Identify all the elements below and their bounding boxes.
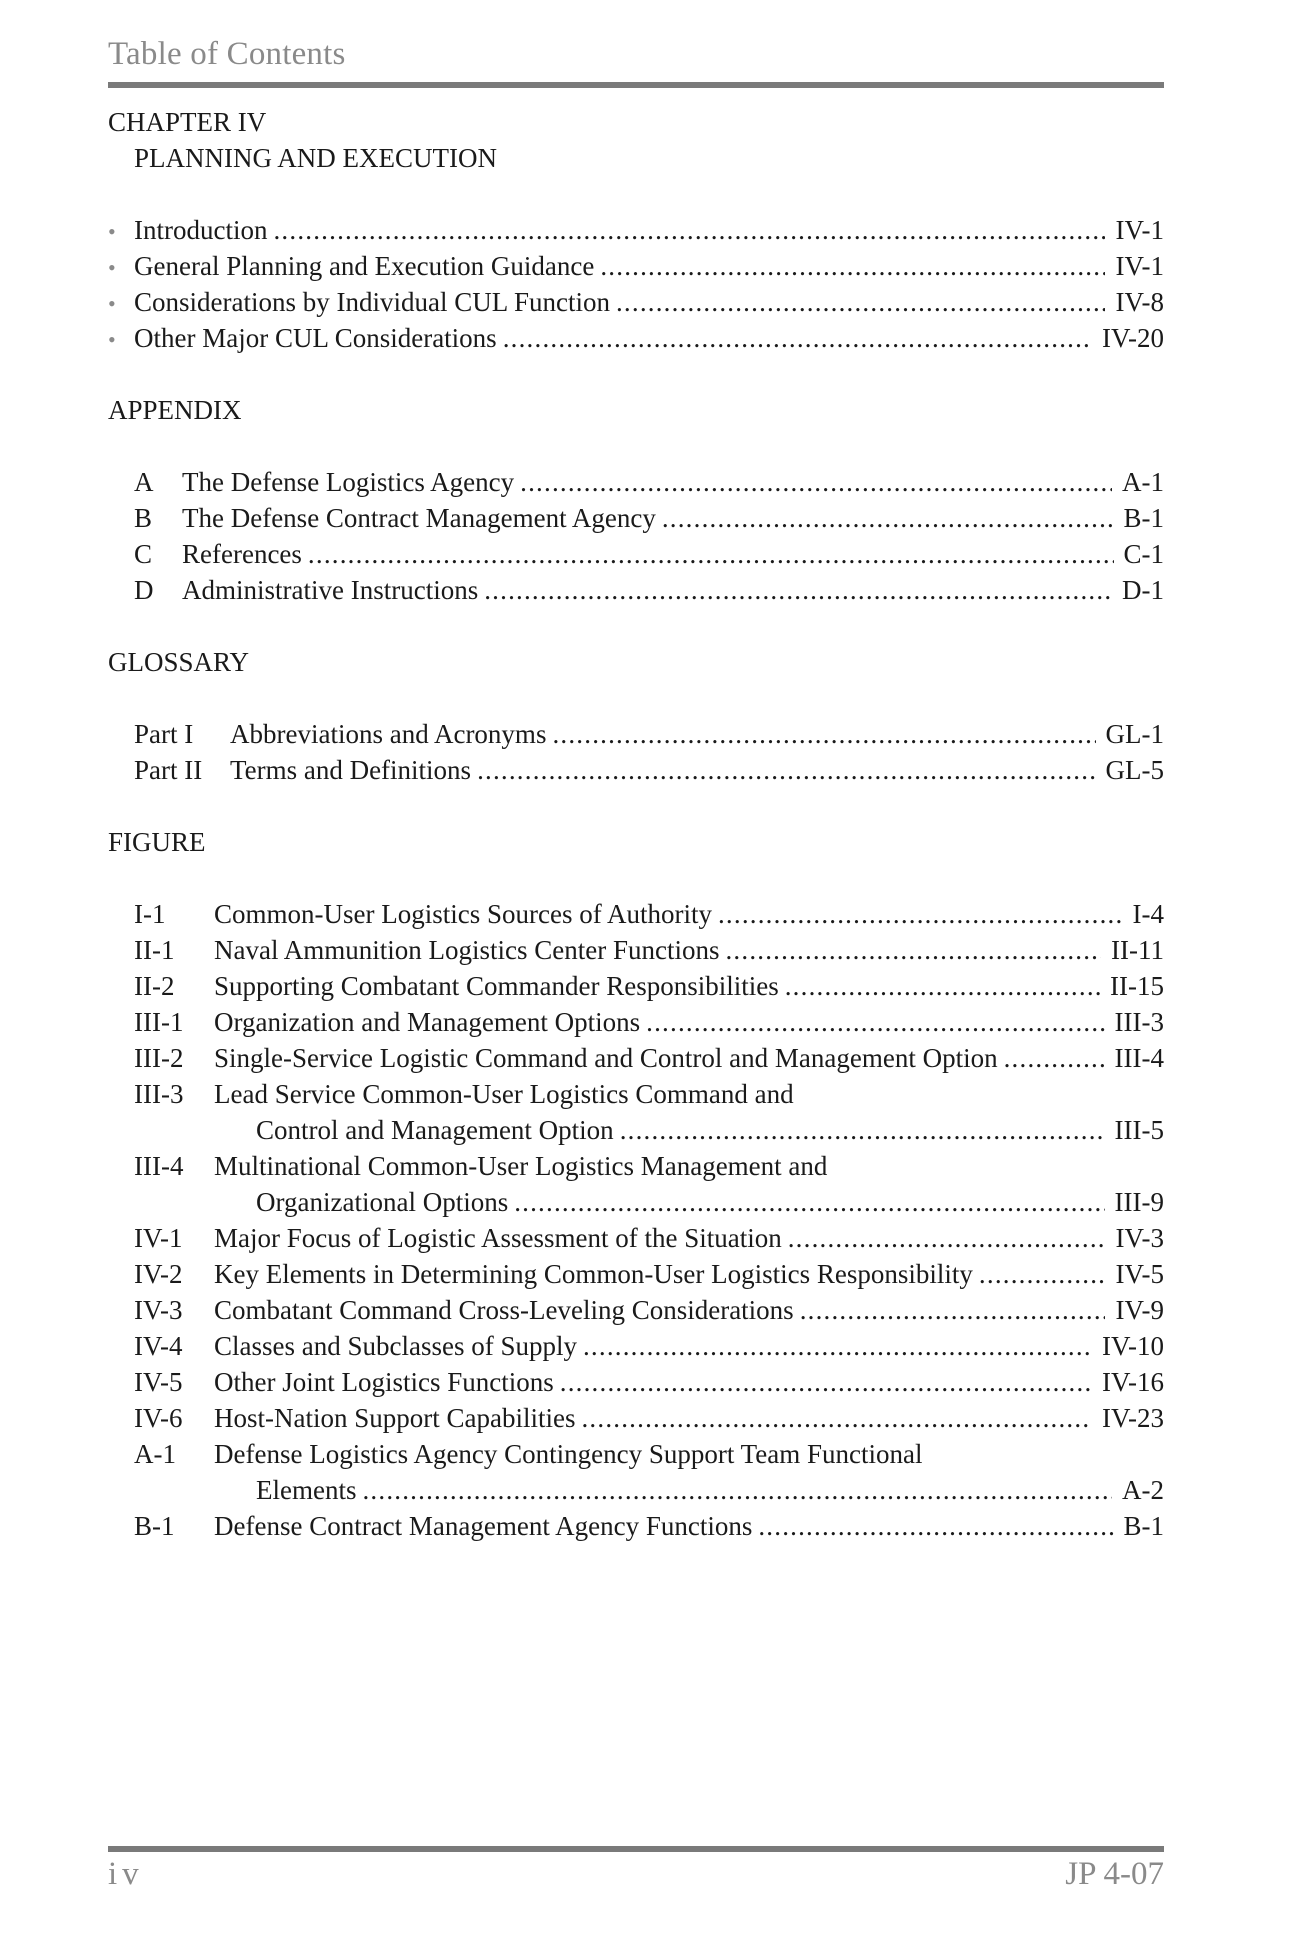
bullet-icon: •: [108, 255, 116, 280]
entry-page: A-1: [1122, 467, 1164, 497]
entry-page: II-15: [1110, 971, 1164, 1001]
glossary-part: Part II: [134, 755, 203, 785]
document-page: [108, 0, 1164, 1944]
figure-number: III-1: [134, 1007, 184, 1037]
bullet-icon: •: [108, 327, 116, 352]
entry-label: Defense Contract Management Agency Functions: [214, 1511, 753, 1541]
toc-entry-continuation[interactable]: [108, 1112, 1164, 1148]
entry-label: Lead Service Common-User Logistics Command and: [214, 1079, 794, 1109]
figure-number: IV-2: [134, 1259, 183, 1289]
entry-label: Introduction: [134, 215, 268, 245]
toc-entry[interactable]: [108, 1256, 1164, 1292]
figure-number: I-1: [134, 899, 166, 929]
toc-entry[interactable]: [108, 1508, 1164, 1544]
spacer: [108, 680, 1164, 716]
dot-leader: [477, 752, 1095, 788]
entry-label: Administrative Instructions: [182, 575, 479, 605]
entry-page: IV-3: [1115, 1223, 1164, 1253]
figure-number: B-1: [134, 1511, 175, 1541]
entry-label: Abbreviations and Acronyms: [230, 719, 547, 749]
entry-page: III-3: [1114, 1007, 1164, 1037]
entry-label: Multinational Common-User Logistics Management and: [214, 1151, 828, 1181]
entry-page: B-1: [1123, 503, 1164, 533]
toc-entry[interactable]: [108, 1328, 1164, 1364]
entry-label: Other Joint Logistics Functions: [214, 1367, 554, 1397]
dot-leader: [718, 896, 1123, 932]
dot-leader: [620, 1112, 1105, 1148]
toc-entry[interactable]: [108, 968, 1164, 1004]
figure-number: A-1: [134, 1439, 176, 1469]
entry-page: D-1: [1122, 575, 1164, 605]
entry-page: IV-5: [1115, 1259, 1164, 1289]
dot-leader: [725, 932, 1101, 968]
chapter-subtitle: PLANNING AND EXECUTION: [134, 143, 497, 173]
dot-leader: [979, 1256, 1106, 1292]
chapter-entries: [108, 212, 1164, 356]
entry-label: Major Focus of Logistic Assessment of the Situation: [214, 1223, 782, 1253]
toc-entry[interactable]: [108, 464, 1164, 500]
entry-page: II-11: [1111, 935, 1164, 965]
figure-number: III-4: [134, 1151, 184, 1181]
entry-label-continuation: Organizational Options: [256, 1187, 509, 1217]
appendix-letter: B: [134, 503, 153, 533]
dot-leader: [503, 320, 1092, 356]
toc-entry[interactable]: [108, 932, 1164, 968]
toc-entry[interactable]: [108, 1220, 1164, 1256]
entry-label: Organization and Management Options: [214, 1007, 641, 1037]
entry-page: I-4: [1132, 899, 1164, 929]
entry-page: III-5: [1114, 1115, 1164, 1145]
dot-leader: [552, 716, 1095, 752]
entry-page: IV-1: [1115, 251, 1164, 281]
figure-number: IV-1: [134, 1223, 183, 1253]
entry-label-continuation: Elements: [256, 1475, 357, 1505]
figure-entries: [108, 896, 1164, 1544]
dot-leader: [581, 1400, 1092, 1436]
dot-leader: [600, 248, 1105, 284]
bullet-icon: •: [108, 219, 116, 244]
dot-leader: [560, 1364, 1092, 1400]
toc-entry-continuation[interactable]: [108, 1184, 1164, 1220]
dot-leader: [616, 284, 1106, 320]
appendix-entries: [108, 464, 1164, 608]
header-rule: [108, 82, 1164, 88]
entry-label: Single-Service Logistic Command and Control and Management Option: [214, 1043, 998, 1073]
dot-leader: [583, 1328, 1092, 1364]
entry-label: Classes and Subclasses of Supply: [214, 1331, 577, 1361]
entry-label: The Defense Contract Management Agency: [182, 503, 656, 533]
toc-entry[interactable]: [108, 1148, 1164, 1184]
figure-number: IV-6: [134, 1403, 183, 1433]
entry-page: GL-5: [1105, 755, 1164, 785]
figure-number: IV-5: [134, 1367, 183, 1397]
footer-rule: [108, 1846, 1164, 1852]
dot-leader: [646, 1004, 1104, 1040]
entry-label: Terms and Definitions: [230, 755, 472, 785]
spacer: [108, 176, 1164, 212]
entry-page: IV-16: [1101, 1367, 1164, 1397]
toc-entry[interactable]: [108, 1292, 1164, 1328]
toc-entry[interactable]: [108, 500, 1164, 536]
appendix-title: APPENDIX: [108, 395, 242, 425]
toc-entry[interactable]: [108, 716, 1164, 752]
spacer: [108, 608, 1164, 644]
footer-publication: JP 4-07: [1065, 1856, 1164, 1892]
toc-entry[interactable]: [108, 284, 1164, 320]
bullet-icon: •: [108, 291, 116, 316]
entry-label-continuation: Control and Management Option: [256, 1115, 614, 1145]
figure-number: III-2: [134, 1043, 184, 1073]
dot-leader: [484, 572, 1112, 608]
toc-entry[interactable]: [108, 1004, 1164, 1040]
entry-label: General Planning and Execution Guidance: [134, 251, 595, 281]
glossary-title: GLOSSARY: [108, 647, 250, 677]
dot-leader: [362, 1472, 1112, 1508]
appendix-letter: C: [134, 539, 153, 569]
entry-page: B-1: [1123, 1511, 1164, 1541]
running-head: Table of Contents: [108, 36, 346, 72]
entry-label: Common-User Logistics Sources of Authority: [214, 899, 712, 929]
entry-label: Defense Logistics Agency Contingency Support Team Functional: [214, 1439, 923, 1469]
dot-leader: [785, 968, 1100, 1004]
figure-number: III-3: [134, 1079, 184, 1109]
entry-label: References: [182, 539, 302, 569]
dot-leader: [1004, 1040, 1105, 1076]
appendix-letter: A: [134, 467, 154, 497]
entry-page: IV-20: [1101, 323, 1164, 353]
toc-content: [108, 104, 1164, 1544]
figure-number: II-1: [134, 935, 175, 965]
entry-page: IV-9: [1115, 1295, 1164, 1325]
toc-entry[interactable]: [108, 248, 1164, 284]
toc-entry[interactable]: [108, 1364, 1164, 1400]
toc-entry[interactable]: [108, 212, 1164, 248]
entry-label: Combatant Command Cross-Leveling Considerations: [214, 1295, 794, 1325]
spacer: [108, 428, 1164, 464]
toc-entry[interactable]: [108, 752, 1164, 788]
figure-number: IV-3: [134, 1295, 183, 1325]
toc-entry[interactable]: [108, 1040, 1164, 1076]
dot-leader: [520, 464, 1112, 500]
dot-leader: [308, 536, 1114, 572]
dot-leader: [273, 212, 1105, 248]
footer-page-number: iv: [108, 1856, 144, 1892]
spacer: [108, 356, 1164, 392]
toc-entry[interactable]: [108, 320, 1164, 356]
entry-page: A-2: [1122, 1475, 1164, 1505]
entry-label: Host-Nation Support Capabilities: [214, 1403, 576, 1433]
spacer: [108, 860, 1164, 896]
dot-leader: [758, 1508, 1113, 1544]
dot-leader: [514, 1184, 1104, 1220]
toc-entry[interactable]: [108, 1076, 1164, 1112]
entry-page: III-9: [1114, 1187, 1164, 1217]
toc-entry[interactable]: [108, 896, 1164, 932]
entry-page: IV-1: [1115, 215, 1164, 245]
appendix-letter: D: [134, 575, 154, 605]
entry-page: IV-8: [1115, 287, 1164, 317]
entry-label: Key Elements in Determining Common-User Logistics Responsibility: [214, 1259, 973, 1289]
entry-label: Supporting Combatant Commander Responsibilities: [214, 971, 779, 1001]
figure-title: FIGURE: [108, 827, 206, 857]
glossary-entries: [108, 716, 1164, 788]
entry-label: The Defense Logistics Agency: [182, 467, 515, 497]
toc-entry[interactable]: [108, 1436, 1164, 1472]
entry-label: Considerations by Individual CUL Function: [134, 287, 610, 317]
toc-entry[interactable]: [108, 1400, 1164, 1436]
entry-page: IV-23: [1101, 1403, 1164, 1433]
dot-leader: [662, 500, 1114, 536]
figure-number: II-2: [134, 971, 175, 1001]
dot-leader: [800, 1292, 1106, 1328]
entry-page: III-4: [1114, 1043, 1164, 1073]
toc-entry-continuation[interactable]: [108, 1472, 1164, 1508]
entry-page: C-1: [1123, 539, 1164, 569]
figure-number: IV-4: [134, 1331, 183, 1361]
entry-label: Naval Ammunition Logistics Center Functions: [214, 935, 720, 965]
spacer: [108, 788, 1164, 824]
dot-leader: [788, 1220, 1106, 1256]
toc-entry[interactable]: [108, 572, 1164, 608]
toc-entry[interactable]: [108, 536, 1164, 572]
entry-label: Other Major CUL Considerations: [134, 323, 497, 353]
glossary-part: Part I: [134, 719, 194, 749]
entry-page: GL-1: [1105, 719, 1164, 749]
entry-page: IV-10: [1101, 1331, 1164, 1361]
chapter-title: CHAPTER IV: [108, 107, 267, 137]
